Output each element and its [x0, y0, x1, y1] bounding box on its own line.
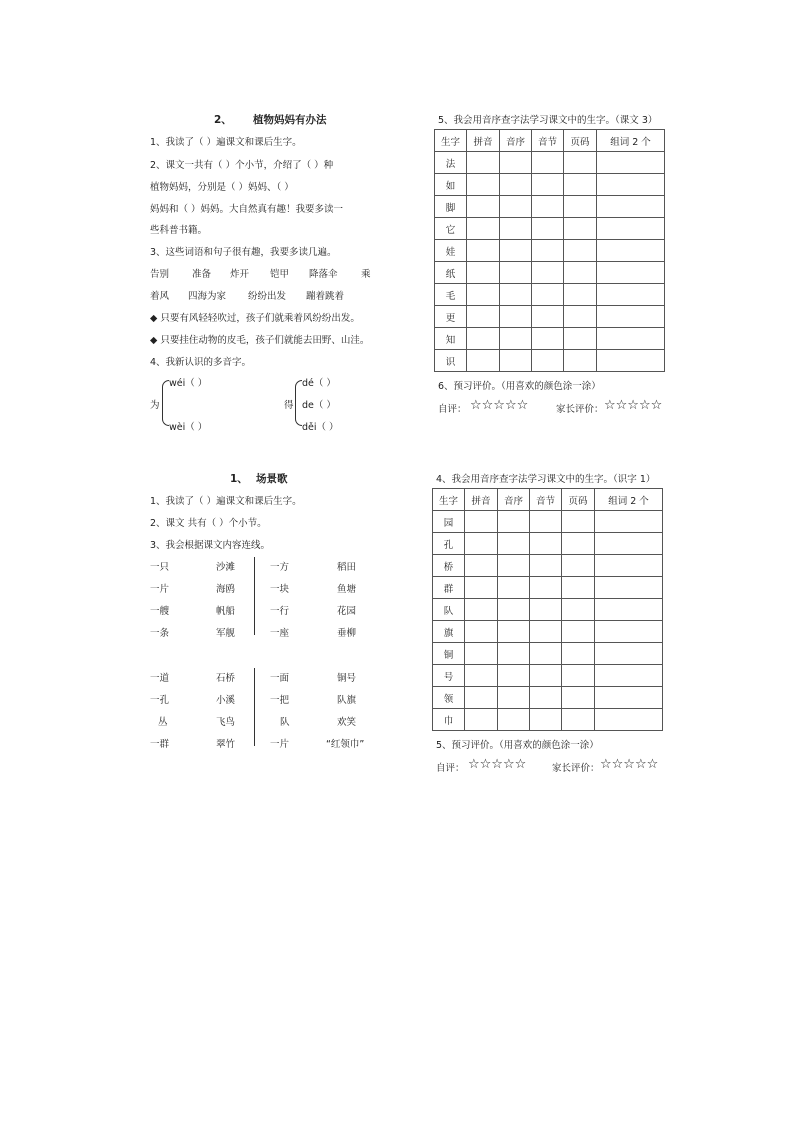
table-row: [435, 218, 665, 240]
page-cell[interactable]: [564, 350, 597, 372]
initial-cell[interactable]: [500, 350, 532, 372]
self-eval-label: 自评：: [438, 404, 467, 415]
syllable-cell[interactable]: [532, 196, 564, 218]
table-row: [435, 174, 665, 196]
syllable-cell[interactable]: [530, 621, 562, 643]
character-table-2: [432, 488, 663, 731]
quantifier: 一行: [270, 606, 290, 617]
header-cell: 组词 2 个: [595, 489, 663, 511]
table-row: [435, 328, 665, 350]
table-row: [435, 196, 665, 218]
words-cell[interactable]: [597, 174, 665, 196]
noun: 铜号: [337, 673, 357, 684]
quantifier: 一道: [150, 673, 170, 684]
quantifier: 一片: [150, 584, 170, 595]
lesson2-q3: 3、这些词语和句子很有趣，我要多读几遍。: [150, 247, 337, 258]
word: 降落伞: [309, 269, 338, 280]
initial-cell[interactable]: [498, 621, 530, 643]
syllable-cell[interactable]: [532, 284, 564, 306]
words-cell[interactable]: [595, 687, 663, 709]
divider: [254, 557, 255, 635]
initial-cell[interactable]: [500, 152, 532, 174]
table-row: [435, 350, 665, 372]
pinyin-cell[interactable]: [465, 665, 498, 687]
initial-cell[interactable]: [498, 709, 530, 731]
pinyin-cell[interactable]: [467, 306, 500, 328]
syllable-cell[interactable]: [530, 599, 562, 621]
quantifier: 丛: [158, 717, 168, 728]
page-cell[interactable]: [562, 621, 595, 643]
words-cell[interactable]: [597, 218, 665, 240]
table-row: [433, 511, 663, 533]
words-cell[interactable]: [595, 555, 663, 577]
divider: [254, 668, 255, 746]
header-cell: 生字: [433, 489, 465, 511]
noun: 沙滩: [216, 562, 236, 573]
char-cell: 如: [435, 174, 467, 196]
char-cell: 识: [435, 350, 467, 372]
page-cell[interactable]: [564, 240, 597, 262]
header-cell: 音节: [532, 130, 564, 152]
pinyin-cell[interactable]: [467, 350, 500, 372]
table-row: [433, 599, 663, 621]
lesson2-q4: 4、我新认识的多音字。: [150, 357, 252, 368]
pinyin-cell[interactable]: [467, 174, 500, 196]
reading-de2: dé（ ）: [302, 378, 336, 389]
char-cell: 巾: [433, 709, 465, 731]
words-cell[interactable]: [595, 533, 663, 555]
initial-cell[interactable]: [498, 533, 530, 555]
header-cell: 拼音: [465, 489, 498, 511]
syllable-cell[interactable]: [532, 152, 564, 174]
initial-cell[interactable]: [498, 643, 530, 665]
page-cell[interactable]: [564, 328, 597, 350]
page-cell[interactable]: [562, 687, 595, 709]
header-cell: 组词 2 个: [597, 130, 665, 152]
words-cell[interactable]: [597, 152, 665, 174]
char-cell: 桥: [433, 555, 465, 577]
char-cell: 娃: [435, 240, 467, 262]
words-cell[interactable]: [597, 350, 665, 372]
table2-heading: 4、我会用音序查字法学习课文中的生字。（识字 1）: [436, 474, 656, 485]
page-cell[interactable]: [562, 709, 595, 731]
table-header-row: [433, 489, 663, 511]
initial-cell[interactable]: [498, 599, 530, 621]
quantifier: 一孔: [150, 695, 170, 706]
page-cell[interactable]: [564, 174, 597, 196]
syllable-cell[interactable]: [532, 240, 564, 262]
table-row: [435, 262, 665, 284]
quantifier: 一只: [150, 562, 170, 573]
table1-heading: 5、我会用音序查字法学习课文中的生字。（课文 3）: [438, 115, 658, 126]
word: 纷纷出发: [248, 291, 287, 302]
header-cell: 页码: [564, 130, 597, 152]
parent-eval-stars-icon[interactable]: ☆☆☆☆☆: [604, 398, 663, 413]
syllable-cell[interactable]: [532, 174, 564, 196]
page-cell[interactable]: [562, 599, 595, 621]
noun: 小溪: [216, 695, 236, 706]
self-eval-label: 自评：: [436, 763, 465, 774]
word: 蹦着跳着: [306, 291, 345, 302]
syllable-cell[interactable]: [530, 533, 562, 555]
syllable-cell[interactable]: [530, 709, 562, 731]
quantifier: 一座: [270, 628, 290, 639]
lesson1-q1: 1、我读了（ ）遍课文和课后生字。: [150, 496, 302, 507]
parent-eval-label: 家长评价：: [552, 763, 600, 774]
words-cell[interactable]: [595, 599, 663, 621]
header-cell: 音节: [530, 489, 562, 511]
table-row: [433, 665, 663, 687]
lesson2-q2-line1: 2、课文一共有（ ）个小节，介绍了（ ）种: [150, 160, 334, 171]
lesson1-q2: 2、课文 共有（ ）个小节。: [150, 518, 267, 529]
table-row: [433, 709, 663, 731]
syllable-cell[interactable]: [532, 306, 564, 328]
syllable-cell[interactable]: [530, 511, 562, 533]
char-cell: 它: [435, 218, 467, 240]
reading-de: de（ ）: [302, 400, 336, 411]
word: 铠甲: [270, 269, 290, 280]
initial-cell[interactable]: [500, 328, 532, 350]
quantifier: 一片: [270, 739, 290, 750]
char-cell: 纸: [435, 262, 467, 284]
table-row: [435, 240, 665, 262]
syllable-cell[interactable]: [532, 218, 564, 240]
sentence-2: ◆ 只要挂住动物的皮毛，孩子们就能去田野、山洼。: [150, 335, 370, 346]
noun: 帆船: [216, 606, 236, 617]
character-table-1: [434, 129, 665, 372]
initial-cell[interactable]: [500, 240, 532, 262]
noun: 队旗: [337, 695, 357, 706]
page-cell[interactable]: [562, 511, 595, 533]
noun: 稻田: [337, 562, 357, 573]
table-row: [433, 533, 663, 555]
initial-cell[interactable]: [500, 284, 532, 306]
quantifier: 一面: [270, 673, 290, 684]
word: 告别: [150, 269, 170, 280]
char-cell: 铜: [433, 643, 465, 665]
word: 炸开: [230, 269, 250, 280]
pinyin-cell[interactable]: [467, 218, 500, 240]
pinyin-cell[interactable]: [467, 240, 500, 262]
table-header-row: [435, 130, 665, 152]
noun: 石桥: [216, 673, 236, 684]
char-cell: 群: [433, 577, 465, 599]
noun: 花园: [337, 606, 357, 617]
initial-cell[interactable]: [498, 687, 530, 709]
noun: 军舰: [216, 628, 236, 639]
words-cell[interactable]: [595, 665, 663, 687]
word: 准备: [192, 269, 212, 280]
brace-left: [162, 380, 169, 426]
page-cell[interactable]: [564, 152, 597, 174]
reading-wei2: wéi（ ）: [169, 378, 208, 389]
table-row: [433, 555, 663, 577]
syllable-cell[interactable]: [530, 643, 562, 665]
table-row: [435, 152, 665, 174]
brace-right: [295, 380, 302, 426]
char-cell: 号: [433, 665, 465, 687]
lesson1-title: 场景歌: [256, 473, 288, 485]
page-cell[interactable]: [562, 643, 595, 665]
words-cell[interactable]: [597, 306, 665, 328]
char-cell: 旗: [433, 621, 465, 643]
words-cell[interactable]: [595, 577, 663, 599]
lesson2-number: 2、: [214, 114, 232, 126]
words-cell[interactable]: [597, 196, 665, 218]
parent-eval-label: 家长评价：: [556, 404, 604, 415]
char-cell: 毛: [435, 284, 467, 306]
table-row: [435, 306, 665, 328]
words-cell[interactable]: [597, 262, 665, 284]
page-cell[interactable]: [562, 555, 595, 577]
words-cell[interactable]: [597, 328, 665, 350]
lesson2-q1: 1、我读了（ ）遍课文和课后生字。: [150, 137, 302, 148]
syllable-cell[interactable]: [532, 328, 564, 350]
lesson2-q2-line4: 些科普书籍。: [150, 225, 208, 236]
words-cell[interactable]: [595, 511, 663, 533]
reading-wei4: wèi（ ）: [169, 422, 208, 433]
quantifier: 队: [280, 717, 290, 728]
words-cell[interactable]: [597, 284, 665, 306]
initial-cell[interactable]: [498, 665, 530, 687]
words-cell[interactable]: [595, 621, 663, 643]
initial-cell[interactable]: [498, 577, 530, 599]
self-eval-stars-icon[interactable]: ☆☆☆☆☆: [468, 757, 527, 772]
initial-cell[interactable]: [500, 218, 532, 240]
syllable-cell[interactable]: [530, 665, 562, 687]
header-cell: 生字: [435, 130, 467, 152]
table-row: [435, 284, 665, 306]
pinyin-cell[interactable]: [465, 511, 498, 533]
char-cell: 园: [433, 511, 465, 533]
quantifier: 一块: [270, 584, 290, 595]
char-cell: 脚: [435, 196, 467, 218]
syllable-cell[interactable]: [530, 555, 562, 577]
pinyin-cell[interactable]: [467, 284, 500, 306]
quantifier: 一条: [150, 628, 170, 639]
table-row: [433, 577, 663, 599]
words-cell[interactable]: [597, 240, 665, 262]
word: 四海为家: [188, 291, 227, 302]
header-cell: 拼音: [467, 130, 500, 152]
initial-cell[interactable]: [500, 196, 532, 218]
page-cell[interactable]: [562, 577, 595, 599]
word: 乘: [361, 269, 371, 280]
syllable-cell[interactable]: [532, 350, 564, 372]
word: 着风: [150, 291, 170, 302]
quantifier: 一艘: [150, 606, 170, 617]
pinyin-cell[interactable]: [467, 262, 500, 284]
noun: 鱼塘: [337, 584, 357, 595]
char-cell: 更: [435, 306, 467, 328]
noun: 飞鸟: [216, 717, 236, 728]
header-cell: 音序: [500, 130, 532, 152]
header-cell: 音序: [498, 489, 530, 511]
pinyin-cell[interactable]: [465, 555, 498, 577]
lesson1-number: 1、: [230, 473, 248, 485]
page-cell[interactable]: [564, 284, 597, 306]
page-cell[interactable]: [564, 196, 597, 218]
page-cell[interactable]: [564, 218, 597, 240]
pinyin-cell[interactable]: [465, 687, 498, 709]
char-cell: 知: [435, 328, 467, 350]
self-eval-stars-icon[interactable]: ☆☆☆☆☆: [470, 398, 529, 413]
pinyin-cell[interactable]: [465, 599, 498, 621]
pinyin-cell[interactable]: [467, 328, 500, 350]
initial-cell[interactable]: [498, 511, 530, 533]
noun: 欢笑: [337, 717, 357, 728]
char-cell: 孔: [433, 533, 465, 555]
lesson2-title: 植物妈妈有办法: [253, 114, 327, 126]
polyphone-char-de: 得: [284, 400, 294, 411]
page-cell[interactable]: [564, 262, 597, 284]
initial-cell[interactable]: [498, 555, 530, 577]
page-cell[interactable]: [564, 306, 597, 328]
quantifier: 一把: [270, 695, 290, 706]
table2-eval-heading: 5、预习评价。（用喜欢的颜色涂一涂）: [436, 740, 599, 751]
parent-eval-stars-icon[interactable]: ☆☆☆☆☆: [600, 757, 659, 772]
quantifier: 一方: [270, 562, 290, 573]
initial-cell[interactable]: [500, 262, 532, 284]
words-cell[interactable]: [595, 643, 663, 665]
char-cell: 法: [435, 152, 467, 174]
lesson1-q3: 3、我会根据课文内容连线。: [150, 540, 271, 551]
page-cell[interactable]: [562, 533, 595, 555]
syllable-cell[interactable]: [530, 687, 562, 709]
table1-eval-heading: 6、预习评价。（用喜欢的颜色涂一涂）: [438, 381, 601, 392]
pinyin-cell[interactable]: [467, 152, 500, 174]
polyphone-char-wei: 为: [150, 400, 160, 411]
noun: “红领巾”: [326, 739, 365, 750]
lesson2-q2-line2: 植物妈妈，分别是（ ）妈妈、（ ）: [150, 182, 294, 193]
sentence-1: ◆ 只要有风轻轻吹过，孩子们就乘着风纷纷出发。: [150, 313, 360, 324]
initial-cell[interactable]: [500, 174, 532, 196]
char-cell: 队: [433, 599, 465, 621]
table-row: [433, 687, 663, 709]
noun: 翠竹: [216, 739, 236, 750]
table-row: [433, 621, 663, 643]
initial-cell[interactable]: [500, 306, 532, 328]
pinyin-cell[interactable]: [465, 709, 498, 731]
syllable-cell[interactable]: [532, 262, 564, 284]
noun: 海鸥: [216, 584, 236, 595]
quantifier: 一群: [150, 739, 170, 750]
words-cell[interactable]: [595, 709, 663, 731]
table-row: [433, 643, 663, 665]
pinyin-cell[interactable]: [467, 196, 500, 218]
header-cell: 页码: [562, 489, 595, 511]
pinyin-cell[interactable]: [465, 577, 498, 599]
pinyin-cell[interactable]: [465, 533, 498, 555]
pinyin-cell[interactable]: [465, 643, 498, 665]
page-cell[interactable]: [562, 665, 595, 687]
lesson2-q2-line3: 妈妈和（ ）妈妈。大自然真有趣！我要多读一: [150, 204, 344, 215]
char-cell: 领: [433, 687, 465, 709]
noun: 垂柳: [337, 628, 357, 639]
pinyin-cell[interactable]: [465, 621, 498, 643]
syllable-cell[interactable]: [530, 577, 562, 599]
reading-dei3: děi（ ）: [302, 422, 339, 433]
